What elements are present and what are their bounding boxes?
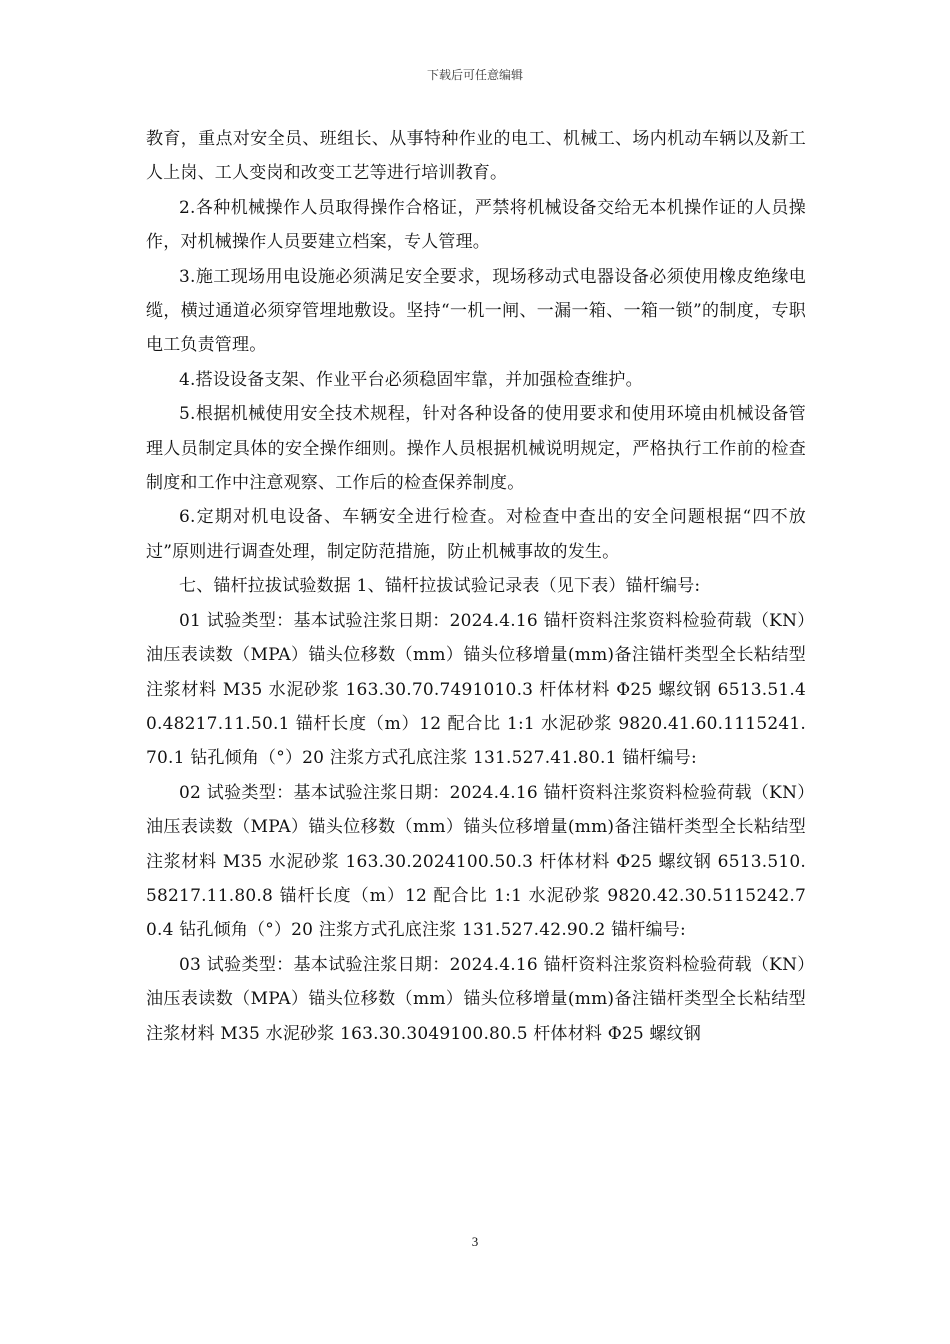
paragraph-item-2: 2.各种机械操作人员取得操作合格证，严禁将机械设备交给无本机操作证的人员操作，对机械操作人员要建立档案，专人管理。	[146, 197, 806, 253]
paragraph-item-4: 4.搭设设备支架、作业平台必须稳固牢靠，并加强检查维护。	[179, 369, 643, 390]
section-heading-anchor-test: 七、锚杆拉拔试验数据 1、锚杆拉拔试验记录表（见下表）锚杆编号:	[179, 576, 701, 597]
paragraph-item-6: 6.定期对机电设备、车辆安全进行检查。对检查中查出的安全问题根据“四不放过”原则进行调查处理，制定防范措施，防止机械事故的发生。	[146, 507, 806, 562]
paragraph-training-continued: 教育，重点对安全员、班组长、从事特种作业的电工、机械工、场内机动车辆以及新工人上岗、工人变岗和改变工艺等进行培训教育。	[146, 129, 806, 184]
paragraph-item-3: 3.施工现场用电设施必须满足安全要求，现场移动式电器设备必须使用橡皮绝缘电缆，横过通道必须穿管埋地敷设。坚持“一机一闸、一漏一箱、一箱一锁”的制度，专职电工负责管理。	[146, 266, 806, 356]
paragraph-anchor-01: 01 试验类型：基本试验注浆日期：2024.4.16 锚杆资料注浆资料检验荷载（KN）油压表读数（MPA）锚头位移数（mm）锚头位移增量(mm)备注锚杆类型全长粘结型注浆材料 M35 水泥砂浆 163.30.70.7491010.3 杆体材料 Φ25 螺纹钢 6513.51.40.48217.11.50.1 锚杆长度（m）12 配合比 1:1 水泥砂浆 9820.41.60.1115241.70.1 钻孔倾角（°）20 注浆方式孔底注浆 131.527.41.80.1 锚杆编号:	[146, 610, 806, 769]
paragraph-anchor-03: 03 试验类型：基本试验注浆日期：2024.4.16 锚杆资料注浆资料检验荷载（KN）油压表读数（MPA）锚头位移数（mm）锚头位移增量(mm)备注锚杆类型全长粘结型注浆材料 M35 水泥砂浆 163.30.3049100.80.5 杆体材料 Φ25 螺纹钢	[146, 954, 806, 1044]
paragraph-item-5: 5.根据机械使用安全技术规程，针对各种设备的使用要求和使用环境由机械设备管理人员制定具体的安全操作细则。操作人员根据机械说明规定，严格执行工作前的检查制度和工作中注意观察、工作后的检查保养制度。	[146, 404, 806, 494]
document-body	[146, 122, 806, 1051]
page-header: 下载后可任意编辑	[426, 68, 523, 82]
page-number: 3	[471, 1234, 479, 1249]
paragraph-anchor-02: 02 试验类型：基本试验注浆日期：2024.4.16 锚杆资料注浆资料检验荷载（KN）油压表读数（MPA）锚头位移数（mm）锚头位移增量(mm)备注锚杆类型全长粘结型注浆材料 M35 水泥砂浆 163.30.2024100.50.3 杆体材料 Φ25 螺纹钢 6513.510.58217.11.80.8 锚杆长度（m）12 配合比 1:1 水泥砂浆 9820.42.30.5115242.70.4 钻孔倾角（°）20 注浆方式孔底注浆 131.527.42.90.2 锚杆编号:	[146, 782, 806, 941]
